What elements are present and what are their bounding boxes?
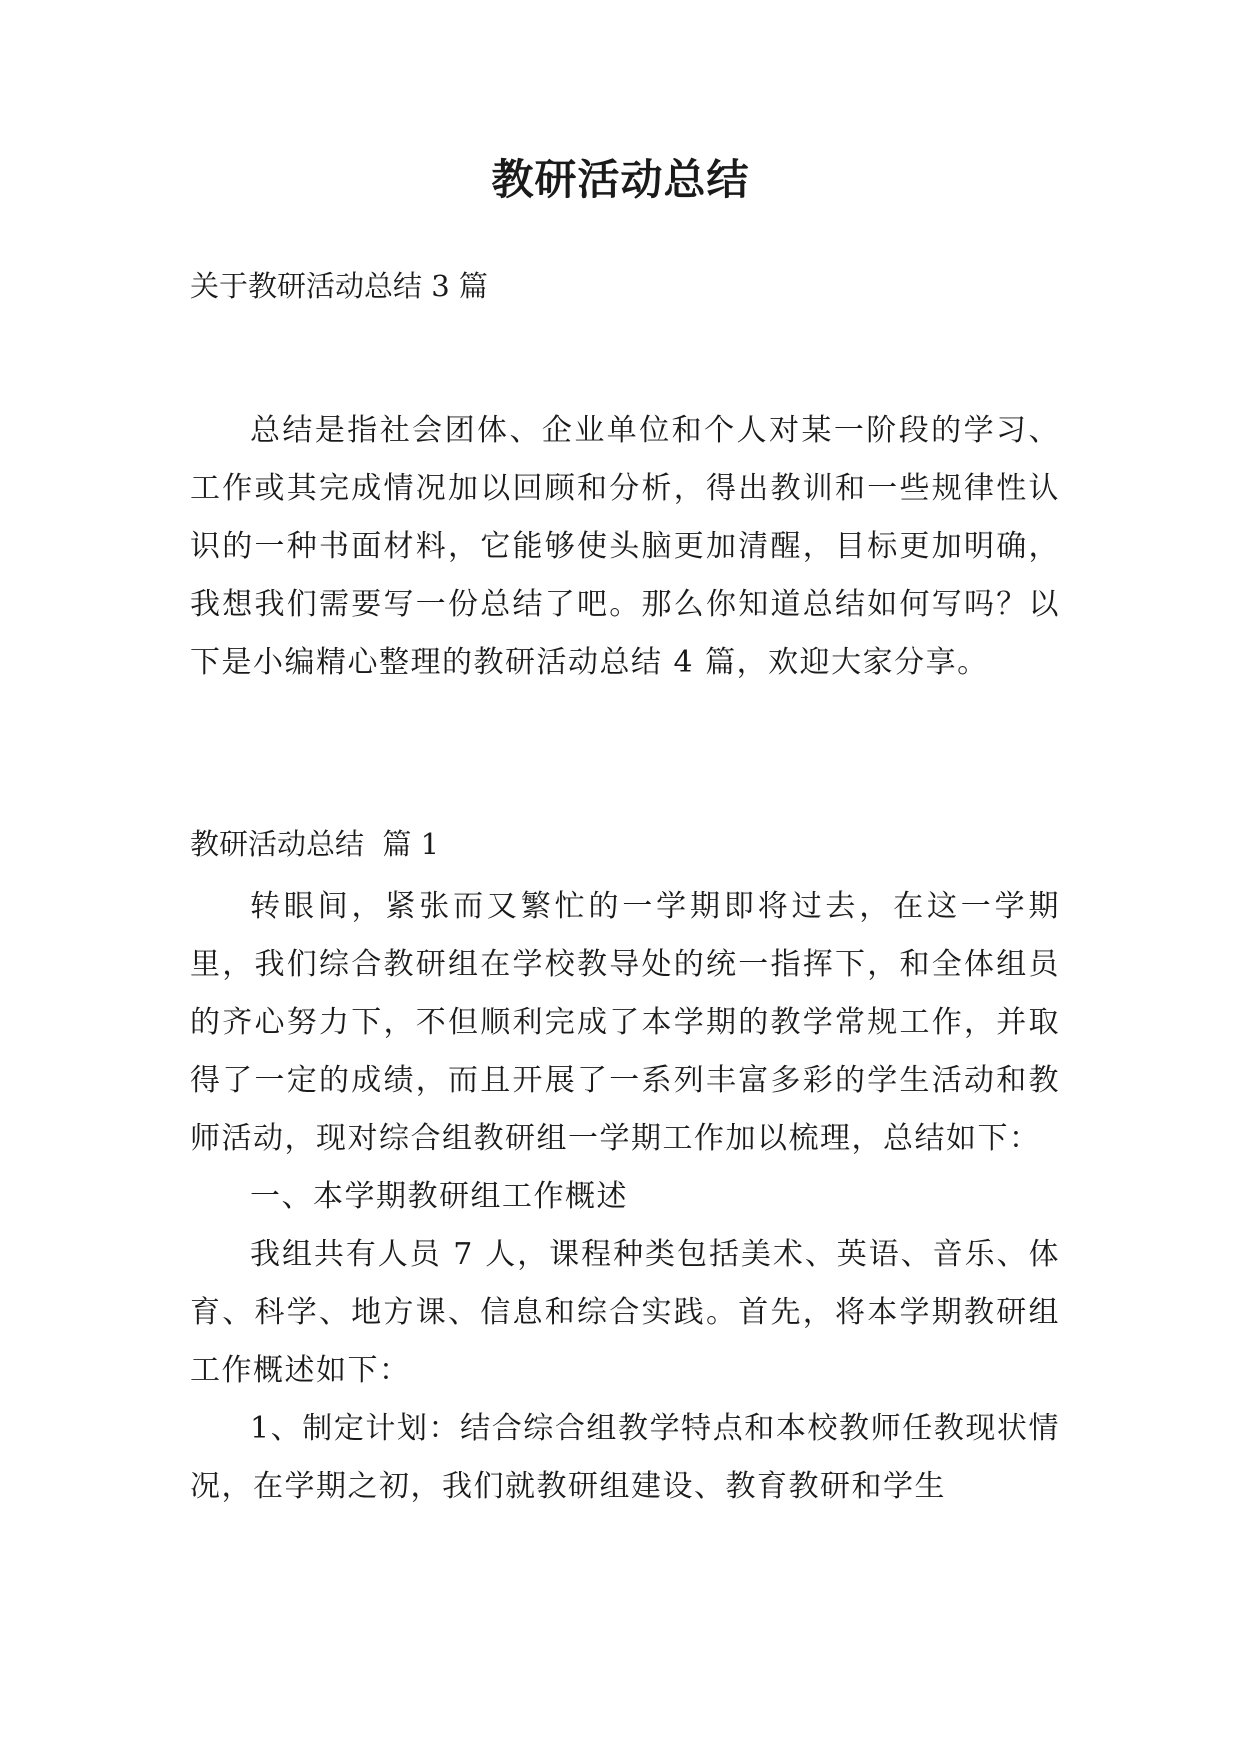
body-paragraph: 转眼间，紧张而又繁忙的一学期即将过去，在这一学期里，我们综合教研组在学校教导处的统一指挥下，和全体组员的齐心努力下，不但顺利完成了本学期的教学常规工作，并取得了一定的成绩，而且开展了一系列丰富多彩的学生活动和教师活动，现对综合组教研组一学期工作加以梳理，总结如下：	[190, 889, 1060, 1156]
body-paragraph: 一、本学期教研组工作概述	[250, 1179, 628, 1214]
body-paragraph: 1、制定计划：结合综合组教学特点和本校教师任教现状情况，在学期之初，我们就教研组建设、教育教研和学生	[190, 1411, 1060, 1504]
section-content	[190, 878, 1060, 1516]
intro-paragraph: 总结是指社会团体、企业单位和个人对某一阶段的学习、工作或其完成情况加以回顾和分析，得出教训和一些规律性认识的一种书面材料，它能够使头脑更加清醒，目标更加明确，我想我们需要写一份总结了吧。那么你知道总结如何写吗？以下是小编精心整理的教研活动总结 4 篇，欢迎大家分享。	[190, 413, 1060, 680]
document-title: 教研活动总结	[491, 155, 750, 204]
document-subtitle: 关于教研活动总结 3 篇	[190, 269, 488, 303]
body-paragraph: 我组共有人员 7 人，课程种类包括美术、英语、音乐、体育、科学、地方课、信息和综合实践。首先，将本学期教研组工作概述如下：	[190, 1237, 1060, 1388]
section-heading: 教研活动总结 篇 1	[190, 827, 440, 861]
